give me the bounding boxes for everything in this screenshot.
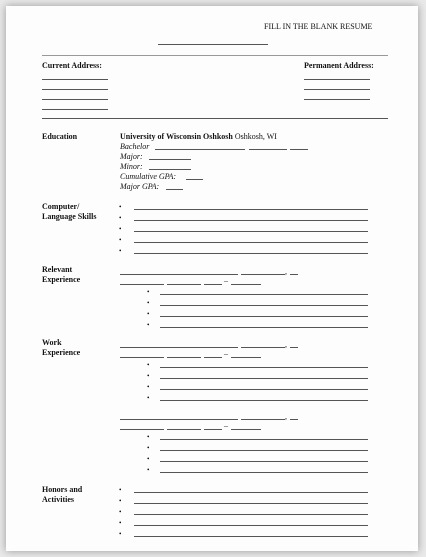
honor-line[interactable] <box>134 492 368 493</box>
bullet-icon: • <box>147 444 150 452</box>
duty-line[interactable] <box>160 327 368 328</box>
bullet-icon: • <box>147 372 150 380</box>
current-address-label: Current Address: <box>42 61 102 70</box>
start-date-line[interactable] <box>167 357 201 358</box>
major-gpa-line[interactable] <box>166 189 183 190</box>
relevant-label-line2: Experience <box>42 275 81 284</box>
name-line[interactable] <box>158 44 268 45</box>
duty-line[interactable] <box>160 378 368 379</box>
duty-line[interactable] <box>160 439 368 440</box>
cumulative-gpa-line[interactable] <box>186 179 203 180</box>
duty-line[interactable] <box>160 367 368 368</box>
end-date-line[interactable] <box>231 429 261 430</box>
header-divider <box>42 55 388 56</box>
major-line[interactable] <box>149 159 191 160</box>
relevant-label-line1: Relevant <box>42 265 73 274</box>
city-line[interactable] <box>241 274 285 275</box>
skill-line[interactable] <box>134 253 368 254</box>
education-label: Education <box>42 132 78 141</box>
duty-line[interactable] <box>160 400 368 401</box>
permanent-address-line[interactable] <box>304 89 370 90</box>
city-line[interactable] <box>241 419 285 420</box>
honor-line[interactable] <box>134 514 368 515</box>
comma: , <box>285 412 287 421</box>
school-name: University of Wisconsin Oshkosh <box>120 132 233 141</box>
bachelor-line[interactable] <box>249 149 287 150</box>
start-year-line[interactable] <box>204 357 222 358</box>
bullet-icon: • <box>119 225 122 233</box>
bullet-icon: • <box>147 361 150 369</box>
skill-line[interactable] <box>134 242 368 243</box>
current-address-line[interactable] <box>42 79 108 80</box>
school-location: Oshkosh, WI <box>234 132 277 141</box>
address-divider <box>42 118 388 119</box>
employer-line[interactable] <box>120 419 238 420</box>
state-line[interactable] <box>290 419 298 420</box>
bullet-icon: • <box>119 247 122 255</box>
duty-line[interactable] <box>160 450 368 451</box>
city-line[interactable] <box>241 347 285 348</box>
start-year-line[interactable] <box>204 284 222 285</box>
bullet-icon: • <box>119 508 122 516</box>
minor-line[interactable] <box>149 169 191 170</box>
honors-label-line2: Activities <box>42 495 74 504</box>
comma: , <box>285 340 287 349</box>
bullet-icon: • <box>147 466 150 474</box>
bullet-icon: • <box>147 383 150 391</box>
bachelor-line[interactable] <box>290 149 308 150</box>
bullet-icon: • <box>147 288 150 296</box>
bullet-icon: • <box>119 486 122 494</box>
state-line[interactable] <box>290 347 298 348</box>
honor-line[interactable] <box>134 525 368 526</box>
start-date-line[interactable] <box>167 429 201 430</box>
bullet-icon: • <box>147 299 150 307</box>
skill-line[interactable] <box>134 209 368 210</box>
bullet-icon: • <box>119 519 122 527</box>
dash: – <box>224 349 228 358</box>
duty-line[interactable] <box>160 461 368 462</box>
bullet-icon: • <box>147 455 150 463</box>
skill-line[interactable] <box>134 220 368 221</box>
duty-line[interactable] <box>160 294 368 295</box>
current-address-line[interactable] <box>42 89 108 90</box>
start-year-line[interactable] <box>204 429 222 430</box>
resume-page <box>6 6 418 551</box>
skill-line[interactable] <box>134 231 368 232</box>
bullet-icon: • <box>147 310 150 318</box>
skills-label-line2: Language Skills <box>42 212 97 221</box>
comma: , <box>285 267 287 276</box>
work-label-line1: Work <box>42 338 62 347</box>
bachelor-label: Bachelor <box>120 142 150 151</box>
bullet-icon: • <box>119 203 122 211</box>
employer-line[interactable] <box>120 347 238 348</box>
bachelor-line[interactable] <box>155 149 245 150</box>
duty-line[interactable] <box>160 316 368 317</box>
skills-label-line1: Computer/ <box>42 202 80 211</box>
bullet-icon: • <box>147 321 150 329</box>
resume-title: FILL IN THE BLANK RESUME <box>264 22 373 31</box>
position-line[interactable] <box>120 429 164 430</box>
honor-line[interactable] <box>134 536 368 537</box>
bullet-icon: • <box>119 236 122 244</box>
position-line[interactable] <box>120 284 164 285</box>
honors-label-line1: Honors and <box>42 485 83 494</box>
major-label: Major: <box>120 152 143 161</box>
current-address-line[interactable] <box>42 109 108 110</box>
duty-line[interactable] <box>160 305 368 306</box>
permanent-address-label: Permanent Address: <box>304 61 374 70</box>
bullet-icon: • <box>119 497 122 505</box>
dash: – <box>224 276 228 285</box>
cumulative-gpa-label: Cumulative GPA: <box>120 172 177 181</box>
school-line <box>120 133 277 141</box>
employer-line[interactable] <box>120 274 238 275</box>
work-label-line2: Experience <box>42 348 81 357</box>
state-line[interactable] <box>290 274 298 275</box>
position-line[interactable] <box>120 357 164 358</box>
major-gpa-label: Major GPA: <box>120 182 160 191</box>
permanent-address-line[interactable] <box>304 79 370 80</box>
bullet-icon: • <box>119 214 122 222</box>
end-date-line[interactable] <box>231 357 261 358</box>
minor-label: Minor: <box>120 162 143 171</box>
end-date-line[interactable] <box>231 284 261 285</box>
honor-line[interactable] <box>134 503 368 504</box>
permanent-address-line[interactable] <box>304 99 370 100</box>
dash: – <box>224 421 228 430</box>
bullet-icon: • <box>147 433 150 441</box>
start-date-line[interactable] <box>167 284 201 285</box>
duty-line[interactable] <box>160 389 368 390</box>
bullet-icon: • <box>119 530 122 538</box>
bullet-icon: • <box>147 394 150 402</box>
duty-line[interactable] <box>160 472 368 473</box>
current-address-line[interactable] <box>42 99 108 100</box>
